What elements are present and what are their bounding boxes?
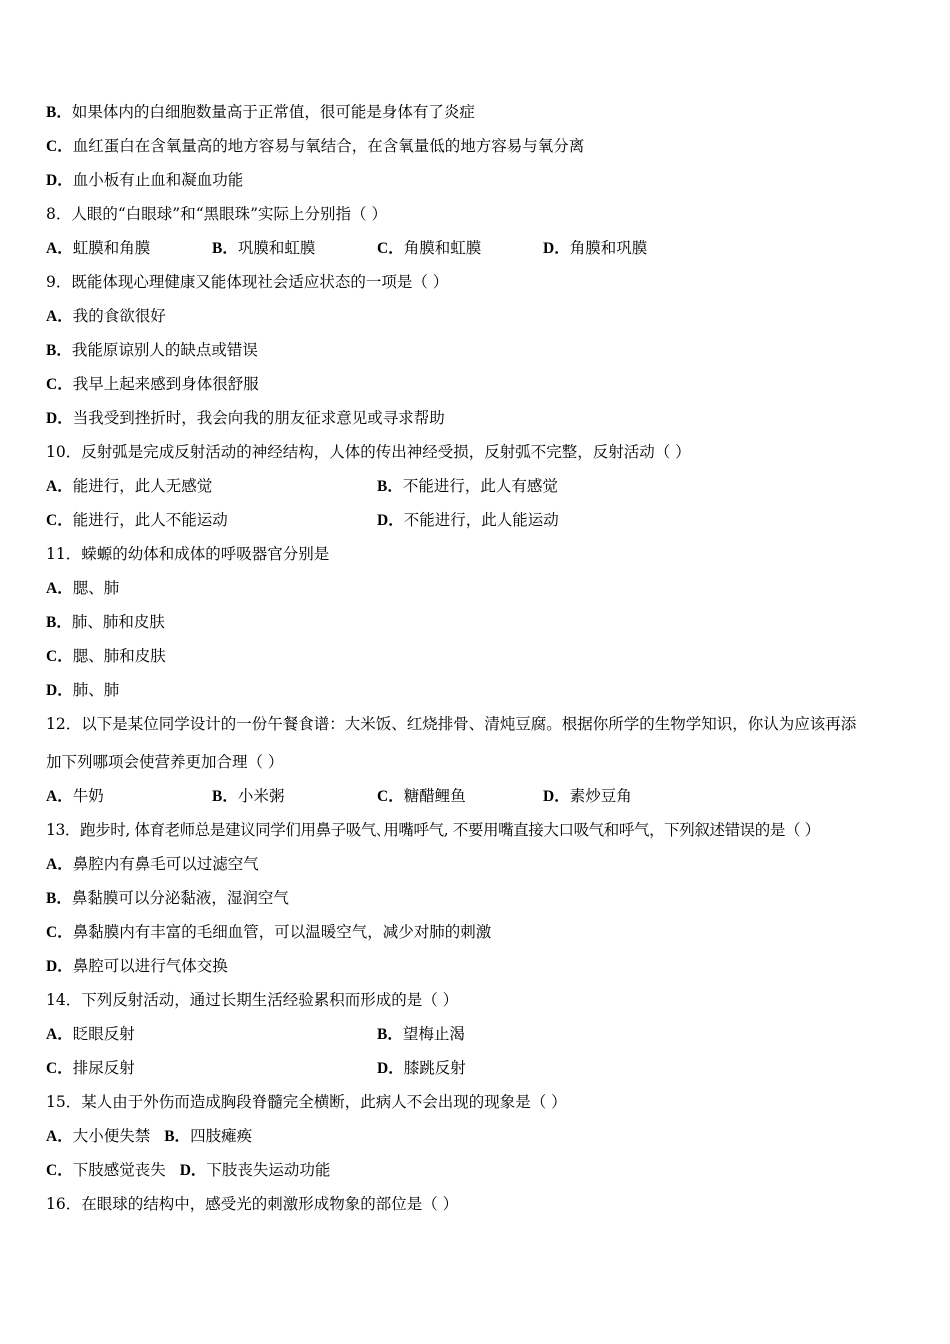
- q12-option-a: A．牛奶: [46, 787, 104, 805]
- q8-option-d: D．角膜和巩膜: [543, 239, 648, 257]
- q10-stem: 10．反射弧是完成反射活动的神经结构，人体的传出神经受损，反射弧不完整，反射活动（ ）: [46, 443, 691, 461]
- q12-stem-line2: 加下列哪项会使营养更加合理（ ）: [46, 753, 284, 771]
- q10-options-row1: [46, 476, 910, 496]
- q8-option-a: A．虹膜和角膜: [46, 239, 151, 257]
- q14-option-d: D．膝跳反射: [377, 1059, 466, 1077]
- q10-option-c: C．能进行，此人不能运动: [46, 511, 228, 529]
- q9-stem: 9．既能体现心理健康又能体现社会适应状态的一项是（ ）: [46, 273, 449, 291]
- q14-options-row2: [46, 1058, 910, 1078]
- q9-option-b: B．我能原谅别人的缺点或错误: [46, 341, 258, 359]
- q13-option-c: C．鼻黏膜内有丰富的毛细血管，可以温暖空气，减少对肺的刺激: [46, 923, 492, 941]
- q13-option-b: B．鼻黏膜可以分泌黏液，湿润空气: [46, 889, 289, 907]
- q11-option-d: D．肺、肺: [46, 681, 120, 699]
- q10-option-d: D．不能进行，此人能运动: [377, 511, 559, 529]
- q10-option-a: A．能进行，此人无感觉: [46, 477, 213, 495]
- q12-stem-line1: 12．以下是某位同学设计的一份午餐食谱：大米饭、红烧排骨、清炖豆腐。根据你所学的生物学知识，你认为应该再添: [46, 715, 857, 733]
- q10-options-row2: [46, 510, 910, 530]
- q14-stem: 14．下列反射活动，通过长期生活经验累积而形成的是（ ）: [46, 991, 459, 1009]
- q14-option-c: C．排尿反射: [46, 1059, 135, 1077]
- q15-stem: 15．某人由于外伤而造成胸段脊髓完全横断，此病人不会出现的现象是（ ）: [46, 1093, 567, 1111]
- q11-option-b: B．肺、肺和皮肤: [46, 613, 165, 631]
- q15-options-row2: C．下肢感觉丧失 D．下肢丧失运动功能: [46, 1161, 331, 1179]
- q9-option-d: D．当我受到挫折时，我会向我的朋友征求意见或寻求帮助: [46, 409, 445, 427]
- q7-option-b: B．如果体内的白细胞数量高于正常值，很可能是身体有了炎症: [46, 103, 475, 121]
- q8-option-b: B．巩膜和虹膜: [212, 239, 316, 257]
- q12-option-b: B．小米粥: [212, 787, 285, 805]
- q12-option-c: C．糖醋鲤鱼: [377, 787, 466, 805]
- q14-option-a: A．眨眼反射: [46, 1025, 135, 1043]
- q8-option-c: C．角膜和虹膜: [377, 239, 482, 257]
- q12-option-d: D．素炒豆角: [543, 787, 632, 805]
- q11-stem: 11．蝾螈的幼体和成体的呼吸器官分别是: [46, 545, 330, 563]
- q13-option-a: A．鼻腔内有鼻毛可以过滤空气: [46, 855, 259, 873]
- q9-option-a: A．我的食欲很好: [46, 307, 166, 325]
- q8-stem: 8．人眼的“白眼球”和“黑眼珠”实际上分别指（ ）: [46, 205, 387, 223]
- q13-stem: 13．跑步时, 体育老师总是建议同学们用鼻子吸气､用嘴呼气, 不要用嘴直接大口吸气和呼气，下列叙述错误的是（ ）: [46, 821, 820, 839]
- q12-options: [46, 786, 910, 806]
- q7-option-c: C．血红蛋白在含氧量高的地方容易与氧结合，在含氧量低的地方容易与氧分离: [46, 137, 585, 155]
- q16-stem: 16．在眼球的结构中，感受光的刺激形成物象的部位是（ ）: [46, 1195, 459, 1213]
- q15-options-row1: A．大小便失禁 B．四肢瘫痪: [46, 1127, 253, 1145]
- q9-option-c: C．我早上起来感到身体很舒服: [46, 375, 259, 393]
- q8-options: [46, 238, 910, 258]
- q11-option-a: A．腮、肺: [46, 579, 120, 597]
- q14-option-b: B．望梅止渴: [377, 1025, 465, 1043]
- q11-option-c: C．腮、肺和皮肤: [46, 647, 166, 665]
- q14-options-row1: [46, 1024, 910, 1044]
- q13-option-d: D．鼻腔可以进行气体交换: [46, 957, 228, 975]
- q7-option-d: D．血小板有止血和凝血功能: [46, 171, 244, 189]
- q10-option-b: B．不能进行，此人有感觉: [377, 477, 558, 495]
